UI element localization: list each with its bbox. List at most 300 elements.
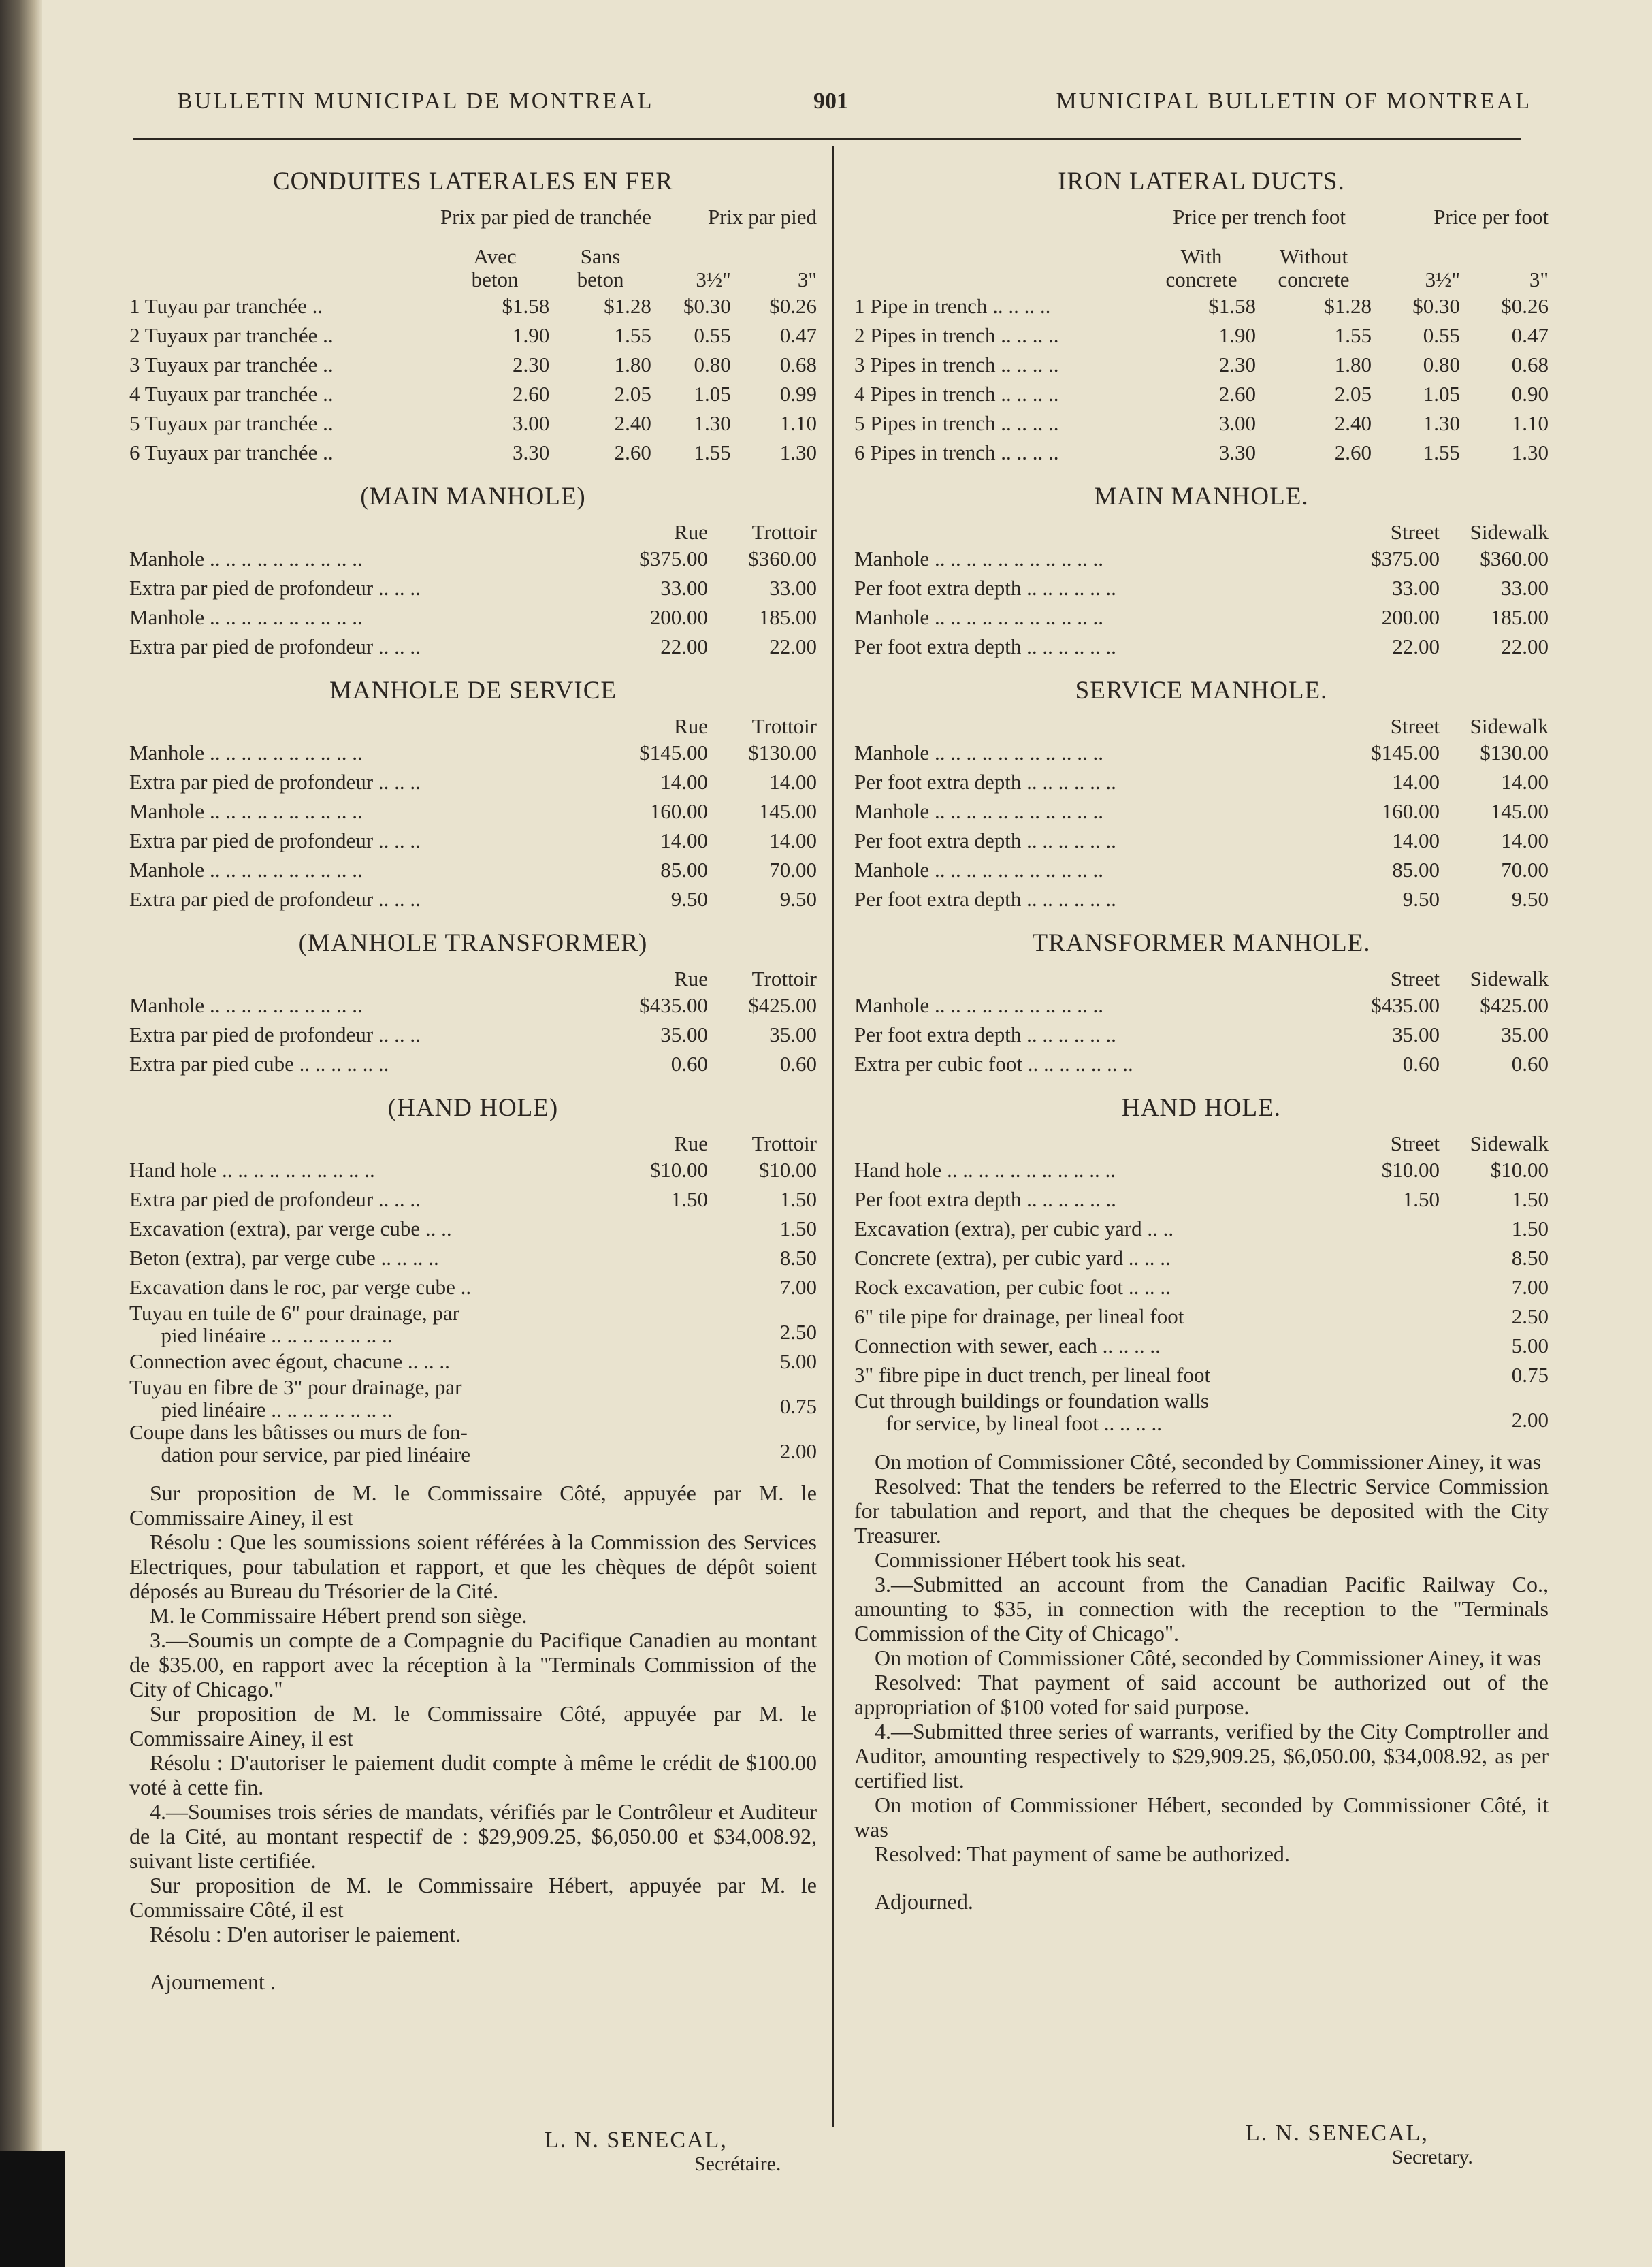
table-row <box>129 408 817 438</box>
table-row <box>129 291 817 321</box>
row-label: Manhole .. .. .. .. .. .. .. .. .. .. <box>129 741 363 765</box>
row-value: 2.00 <box>779 1439 817 1463</box>
column-header-sidewalk: Sidewalk <box>1470 714 1549 738</box>
row-value: 2.30 <box>1218 353 1256 376</box>
row-value: $10.00 <box>1490 1158 1549 1182</box>
table-row <box>854 884 1549 914</box>
column-header-sidewalk: Sidewalk <box>1470 1131 1549 1155</box>
row-value: 35.00 <box>769 1023 817 1046</box>
row-value <box>1324 1331 1440 1360</box>
column-header-4: 3" <box>1529 268 1549 291</box>
row-value: 0.60 <box>1402 1052 1440 1076</box>
price-table <box>854 206 1549 467</box>
spacer-cell <box>129 521 599 544</box>
signature-en: L. N. SENECAL, <box>1246 2121 1429 2146</box>
row-label: Manhole .. .. .. .. .. .. .. .. .. .. .. <box>854 858 1103 882</box>
table-row <box>854 1155 1549 1185</box>
row-value: 1.50 <box>779 1187 817 1211</box>
row-value: 145.00 <box>758 799 817 823</box>
row-label: Manhole .. .. .. .. .. .. .. .. .. .. .. <box>854 605 1103 629</box>
column-header-row <box>854 521 1549 544</box>
row-value: $10.00 <box>649 1158 708 1182</box>
row-value: 22.00 <box>1501 634 1549 658</box>
row-value: $1.58 <box>502 294 550 318</box>
row-label: 5 Pipes in trench .. .. .. .. <box>854 411 1059 435</box>
running-header <box>102 89 1545 129</box>
row-value <box>1324 1360 1440 1389</box>
row-value: 22.00 <box>769 634 817 658</box>
adjourned-en: Adjourned. <box>875 1889 973 1914</box>
row-value: 0.47 <box>1511 323 1549 347</box>
row-value: 2.05 <box>1334 382 1372 406</box>
table-row <box>129 544 817 573</box>
group-header-trench: Price per trench foot <box>1173 205 1346 229</box>
row-value <box>599 1243 708 1272</box>
row-value: 9.50 <box>779 887 817 911</box>
column-header-2: Without concrete <box>1278 244 1350 291</box>
row-value: 2.60 <box>513 382 550 406</box>
row-value: 9.50 <box>1511 887 1549 911</box>
spacer-cell <box>854 715 1324 738</box>
table-row <box>854 291 1549 321</box>
spacer-cell <box>129 245 440 291</box>
signature-fr: L. N. SENECAL, <box>545 2127 728 2153</box>
header-left: BULLETIN MUNICIPAL DE MONTREAL <box>177 89 654 114</box>
row-label: Cut through buildings or foundation walls for service, by lineal foot .. .. .. .. <box>854 1389 1209 1435</box>
row-value: 0.75 <box>1511 1363 1549 1387</box>
signature-title-en: Secretary. <box>1392 2146 1473 2168</box>
row-value: 14.00 <box>1501 770 1549 794</box>
column-header-row <box>129 521 817 544</box>
table-row <box>129 438 817 467</box>
table-row <box>129 350 817 379</box>
row-value <box>599 1421 708 1466</box>
row-value: 185.00 <box>1490 605 1549 629</box>
row-label: Per foot extra depth .. .. .. .. .. .. <box>854 829 1116 852</box>
table-row <box>129 767 817 797</box>
row-value: 2.40 <box>1334 411 1372 435</box>
hand-hole-section-en <box>854 1093 1549 1434</box>
binding-corner <box>0 2151 65 2267</box>
row-label: Extra per cubic foot .. .. .. .. .. .. .. <box>854 1052 1133 1076</box>
table-row <box>129 1155 817 1185</box>
row-label: Per foot extra depth .. .. .. .. .. .. <box>854 634 1116 658</box>
row-label: 2 Tuyaux par tranchée .. <box>129 323 334 347</box>
row-value: 0.99 <box>779 382 817 406</box>
row-value: $0.26 <box>769 294 817 318</box>
minutes-paragraph: 4.—Soumises trois séries de mandats, vérifiés par le Contrôleur et Auditeur de la Cité, au montant respectif de : $29,909.25, $6,050.00 et $34,008.92, suivant liste certifiée. <box>129 1799 817 1873</box>
table-row <box>854 544 1549 573</box>
row-value: 1.50 <box>1511 1217 1549 1240</box>
header-rule <box>133 138 1521 140</box>
row-value: 1.80 <box>1334 353 1372 376</box>
table-row <box>854 573 1549 602</box>
service-manhole-section-fr <box>129 676 817 914</box>
column-header-street: Street <box>1390 520 1440 544</box>
row-value: 35.00 <box>1392 1023 1440 1046</box>
spacer-cell <box>129 206 440 245</box>
row-label: 3 Pipes in trench .. .. .. .. <box>854 353 1059 376</box>
row-value: 22.00 <box>1392 634 1440 658</box>
row-label: Tuyau en fibre de 3" pour drainage, par pied linéaire .. .. .. .. .. .. .. .. <box>129 1375 462 1421</box>
table-row <box>854 826 1549 855</box>
row-value: 2.60 <box>614 440 651 464</box>
row-label: 4 Pipes in trench .. .. .. .. <box>854 382 1059 406</box>
row-value: 2.40 <box>614 411 651 435</box>
row-value: $0.30 <box>1412 294 1460 318</box>
table-row <box>129 991 817 1020</box>
table-row <box>854 1360 1549 1389</box>
row-value <box>599 1272 708 1302</box>
row-value: 1.30 <box>694 411 731 435</box>
section-title: (HAND HOLE) <box>387 1094 559 1122</box>
minutes-paragraph: Resolved: That the tenders be referred to the Electric Service Commission for tabulation and report, and that the cheques be deposited with the City Treasurer. <box>854 1474 1549 1547</box>
row-value: $360.00 <box>1480 547 1549 570</box>
column-header-4: 3" <box>797 268 817 291</box>
table-row <box>854 1302 1549 1331</box>
spacer-cell <box>129 1132 599 1155</box>
row-value: 0.55 <box>1423 323 1460 347</box>
column-header-sidewalk: Trottoir <box>751 1131 817 1155</box>
column-header-row <box>854 715 1549 738</box>
row-value: 14.00 <box>769 829 817 852</box>
column-header-row <box>129 967 817 991</box>
row-value: 0.68 <box>1511 353 1549 376</box>
row-value: 1.50 <box>1402 1187 1440 1211</box>
column-header-sidewalk: Trottoir <box>751 520 817 544</box>
row-value: 2.50 <box>779 1320 817 1344</box>
row-value: 200.00 <box>649 605 708 629</box>
row-label: Per foot extra depth .. .. .. .. .. .. <box>854 1023 1116 1046</box>
column-header-street: Street <box>1390 967 1440 991</box>
row-value: $375.00 <box>1371 547 1440 570</box>
column-header-row <box>129 245 817 291</box>
table-row <box>854 1049 1549 1078</box>
row-value: $10.00 <box>758 1158 817 1182</box>
minutes-paragraph: Resolved: That payment of said account be authorized out of the appropriation of $100 voted for said purpose. <box>854 1670 1549 1719</box>
row-label: Manhole .. .. .. .. .. .. .. .. .. .. <box>129 547 363 570</box>
column-header-street: Street <box>1390 1131 1440 1155</box>
row-value: 0.55 <box>694 323 731 347</box>
row-value: 14.00 <box>1501 829 1549 852</box>
table-row <box>129 379 817 408</box>
row-label: 1 Pipe in trench .. .. .. .. <box>854 294 1051 318</box>
row-value: 85.00 <box>660 858 708 882</box>
column-header-sidewalk: Sidewalk <box>1470 520 1549 544</box>
row-label: Concrete (extra), per cubic yard .. .. .. <box>854 1246 1171 1270</box>
row-value: 3.00 <box>1218 411 1256 435</box>
row-value: 5.00 <box>779 1349 817 1373</box>
minutes-paragraph: Sur proposition de M. le Commissaire Côté, appuyée par M. le Commissaire Ainey, il est <box>129 1701 817 1750</box>
section-title: HAND HOLE. <box>1121 1094 1282 1122</box>
minutes-paragraph: Sur proposition de M. le Commissaire Côté, appuyée par M. le Commissaire Ainey, il est <box>129 1481 817 1530</box>
row-label: Extra par pied de profondeur .. .. .. <box>129 634 421 658</box>
column-header-3: 3½" <box>1425 268 1460 291</box>
row-value: 1.10 <box>1511 411 1549 435</box>
row-value: $425.00 <box>748 993 817 1017</box>
table-row <box>854 632 1549 661</box>
main-manhole-section-fr <box>129 482 817 661</box>
table-row <box>129 1020 817 1049</box>
row-value: 33.00 <box>769 576 817 600</box>
table-row <box>854 797 1549 826</box>
table-row <box>129 1272 817 1302</box>
minutes-paragraph: M. le Commissaire Hébert prend son siège. <box>150 1603 528 1628</box>
row-value <box>1324 1389 1440 1434</box>
table-row <box>854 767 1549 797</box>
row-value: 0.60 <box>1511 1052 1549 1076</box>
adjourned-fr: Ajournement . <box>150 1969 276 1994</box>
table-row <box>129 797 817 826</box>
row-label: Tuyau en tuile de 6" pour drainage, par pied linéaire .. .. .. .. .. .. .. .. <box>129 1301 459 1347</box>
price-table <box>854 967 1549 1078</box>
row-label: Manhole .. .. .. .. .. .. .. .. .. .. <box>129 799 363 823</box>
column-header-row <box>854 967 1549 991</box>
column-header-street: Rue <box>674 967 708 991</box>
row-label: Per foot extra depth .. .. .. .. .. .. <box>854 576 1116 600</box>
row-value: 2.60 <box>1334 440 1372 464</box>
row-value: 14.00 <box>1392 770 1440 794</box>
table-row <box>129 855 817 884</box>
table-row <box>854 1020 1549 1049</box>
row-value: 1.55 <box>1334 323 1372 347</box>
row-value: 70.00 <box>769 858 817 882</box>
row-value: 160.00 <box>1381 799 1440 823</box>
column-header-row <box>854 245 1549 291</box>
transformer-manhole-section-fr <box>129 929 817 1078</box>
column-header-sidewalk: Trottoir <box>751 967 817 991</box>
minutes-paragraph: Sur proposition de M. le Commissaire Hébert, appuyée par M. le Commissaire Côté, il est <box>129 1873 817 1922</box>
row-value: 22.00 <box>660 634 708 658</box>
group-header-foot: Price per foot <box>1434 205 1549 229</box>
row-value: 7.00 <box>779 1275 817 1299</box>
row-value: 0.60 <box>779 1052 817 1076</box>
row-value: 0.80 <box>1423 353 1460 376</box>
table-row <box>854 602 1549 632</box>
row-value: 3.30 <box>1218 440 1256 464</box>
row-label: Per foot extra depth .. .. .. .. .. .. <box>854 887 1116 911</box>
row-value: 2.00 <box>1511 1408 1549 1432</box>
page-number: 901 <box>813 89 848 114</box>
row-value: 8.50 <box>1511 1246 1549 1270</box>
row-value: 1.90 <box>1218 323 1256 347</box>
row-value: 1.55 <box>694 440 731 464</box>
row-value: 0.68 <box>779 353 817 376</box>
row-value: 145.00 <box>1490 799 1549 823</box>
column-header-2: Sans beton <box>577 244 624 291</box>
row-value: 33.00 <box>1501 576 1549 600</box>
row-value: 1.30 <box>1423 411 1460 435</box>
section-title: TRANSFORMER MANHOLE. <box>1032 929 1371 957</box>
row-value: 35.00 <box>660 1023 708 1046</box>
signature-title-fr: Secrétaire. <box>694 2153 781 2175</box>
row-label: 4 Tuyaux par tranchée .. <box>129 382 334 406</box>
row-label: Manhole .. .. .. .. .. .. .. .. .. .. <box>129 993 363 1017</box>
row-value: 5.00 <box>1511 1334 1549 1357</box>
group-header-trench: Prix par pied de tranchée <box>440 205 651 229</box>
spacer-cell <box>854 245 1147 291</box>
table-row <box>854 1272 1549 1302</box>
row-value <box>1324 1214 1440 1243</box>
spacer-cell <box>854 1132 1324 1155</box>
minutes-paragraph: 3.—Submitted an account from the Canadian Pacific Railway Co., amounting to $35, in connection with the reception to the "Terminals Commission of the City of Chicago". <box>854 1572 1549 1645</box>
row-value: $10.00 <box>1381 1158 1440 1182</box>
row-value: $435.00 <box>1371 993 1440 1017</box>
iron-lateral-ducts-section <box>854 167 1549 467</box>
row-value: 0.90 <box>1511 382 1549 406</box>
table-row <box>129 1243 817 1272</box>
row-value: $0.26 <box>1501 294 1549 318</box>
row-label: Extra par pied de profondeur .. .. .. <box>129 829 421 852</box>
table-row <box>854 855 1549 884</box>
row-label: Manhole .. .. .. .. .. .. .. .. .. .. .. <box>854 547 1103 570</box>
minutes-paragraph: 3.—Soumis un compte de a Compagnie du Pacifique Canadien au montant de $35.00, en rapport avec la réception à la "Terminals Commission of the City of Chicago." <box>129 1628 817 1701</box>
table-row <box>854 350 1549 379</box>
row-value: 14.00 <box>769 770 817 794</box>
row-label: 3 Tuyaux par tranchée .. <box>129 353 334 376</box>
row-value: 9.50 <box>1402 887 1440 911</box>
price-table <box>854 715 1549 914</box>
section-title: MANHOLE DE SERVICE <box>329 677 617 705</box>
table-row <box>854 379 1549 408</box>
row-value <box>1324 1302 1440 1331</box>
row-label: Per foot extra depth .. .. .. .. .. .. <box>854 770 1116 794</box>
spacer-cell <box>854 206 1147 245</box>
row-value <box>1324 1243 1440 1272</box>
row-value: $360.00 <box>748 547 817 570</box>
column-header-3: 3½" <box>696 268 731 291</box>
row-label: Extra par pied de profondeur .. .. .. <box>129 770 421 794</box>
row-value <box>1324 1272 1440 1302</box>
row-label: Manhole .. .. .. .. .. .. .. .. .. .. .. <box>854 741 1103 765</box>
section-title: (MAIN MANHOLE) <box>360 483 586 511</box>
table-row <box>129 602 817 632</box>
spacer-cell <box>854 967 1324 991</box>
table-row <box>129 884 817 914</box>
table-row <box>129 573 817 602</box>
row-label: 1 Tuyau par tranchée .. <box>129 294 323 318</box>
table-row <box>129 738 817 767</box>
column-header-1: With concrete <box>1165 244 1237 291</box>
row-value: 185.00 <box>758 605 817 629</box>
row-value: 1.30 <box>779 440 817 464</box>
minutes-paragraph: On motion of Commissioner Côté, seconded by Commissioner Ainey, it was <box>875 1645 1542 1670</box>
row-label: Extra par pied cube .. .. .. .. .. .. <box>129 1052 389 1076</box>
row-label: Excavation (extra), par verge cube .. .. <box>129 1217 452 1240</box>
price-table <box>129 967 817 1078</box>
table-row <box>854 1331 1549 1360</box>
conduites-section <box>129 167 817 467</box>
price-table <box>854 1132 1549 1434</box>
table-row <box>854 1214 1549 1243</box>
section-title: IRON LATERAL DUCTS. <box>1058 167 1345 195</box>
column-header-street: Street <box>1390 714 1440 738</box>
transformer-manhole-section-en <box>854 929 1549 1078</box>
row-value: $1.58 <box>1208 294 1256 318</box>
row-value: $375.00 <box>639 547 708 570</box>
minutes-paragraph: On motion of Commissioner Hébert, seconded by Commissioner Côté, it was <box>854 1792 1549 1842</box>
column-header-street: Rue <box>674 714 708 738</box>
row-label: Extra par pied de profondeur .. .. .. <box>129 576 421 600</box>
column-divider <box>832 146 834 2127</box>
row-value: 9.50 <box>670 887 708 911</box>
row-value: 1.30 <box>1511 440 1549 464</box>
row-label: Extra par pied de profondeur .. .. .. <box>129 887 421 911</box>
row-value: 1.55 <box>614 323 651 347</box>
row-value: 2.60 <box>1218 382 1256 406</box>
row-value: $425.00 <box>1480 993 1549 1017</box>
table-row <box>129 321 817 350</box>
row-value <box>599 1302 708 1347</box>
row-value: 200.00 <box>1381 605 1440 629</box>
row-value: 85.00 <box>1392 858 1440 882</box>
row-value: 1.80 <box>614 353 651 376</box>
row-value: $435.00 <box>639 993 708 1017</box>
row-value: 70.00 <box>1501 858 1549 882</box>
bulletin-page <box>102 61 1549 2226</box>
row-label: Manhole .. .. .. .. .. .. .. .. .. .. <box>129 605 363 629</box>
row-value: 1.05 <box>1423 382 1460 406</box>
column-header-street: Rue <box>674 520 708 544</box>
price-table <box>129 715 817 914</box>
price-table <box>129 206 817 467</box>
table-row <box>854 1243 1549 1272</box>
table-row <box>854 438 1549 467</box>
row-value: 3.30 <box>513 440 550 464</box>
minutes-paragraph: Résolu : D'en autoriser le paiement. <box>150 1922 461 1946</box>
row-label: Connection with sewer, each .. .. .. .. <box>854 1334 1161 1357</box>
group-header-row <box>129 206 817 245</box>
row-label: Coupe dans les bâtisses ou murs de fon- dation pour service, par pied linéaire <box>129 1420 470 1466</box>
row-value <box>599 1347 708 1376</box>
minutes-paragraph: On motion of Commissioner Côté, seconded by Commissioner Ainey, it was <box>875 1449 1542 1474</box>
table-row <box>129 1214 817 1243</box>
row-value: $145.00 <box>1371 741 1440 765</box>
row-value: $130.00 <box>748 741 817 765</box>
section-title: SERVICE MANHOLE. <box>1075 677 1328 705</box>
price-table <box>129 1132 817 1466</box>
row-value: 33.00 <box>1392 576 1440 600</box>
row-value: 1.10 <box>779 411 817 435</box>
row-label: 3" fibre pipe in duct trench, per lineal foot <box>854 1363 1211 1387</box>
table-row <box>129 632 817 661</box>
hand-hole-section-fr <box>129 1093 817 1466</box>
spacer-cell <box>854 521 1324 544</box>
row-label: 6 Tuyaux par tranchée .. <box>129 440 334 464</box>
row-value: $1.28 <box>1324 294 1372 318</box>
french-column <box>129 160 817 1994</box>
row-value: 1.50 <box>779 1217 817 1240</box>
section-title: MAIN MANHOLE. <box>1094 483 1309 511</box>
book-binding-edge <box>0 0 42 2267</box>
row-value: 0.80 <box>694 353 731 376</box>
row-label: 5 Tuyaux par tranchée .. <box>129 411 334 435</box>
header-right: MUNICIPAL BULLETIN OF MONTREAL <box>1056 89 1532 114</box>
price-table <box>854 521 1549 661</box>
row-label: Extra par pied de profondeur .. .. .. <box>129 1187 421 1211</box>
column-header-1: Avec beton <box>471 244 519 291</box>
price-table <box>129 521 817 661</box>
row-label: Extra par pied de profondeur .. .. .. <box>129 1023 421 1046</box>
row-value: 1.55 <box>1423 440 1460 464</box>
table-row <box>854 991 1549 1020</box>
group-header-row <box>854 206 1549 245</box>
spacer-cell <box>129 715 599 738</box>
column-header-row <box>129 1132 817 1155</box>
row-value: 7.00 <box>1511 1275 1549 1299</box>
row-value: $1.28 <box>604 294 651 318</box>
minutes-paragraph: Commissioner Hébert took his seat. <box>875 1547 1186 1572</box>
